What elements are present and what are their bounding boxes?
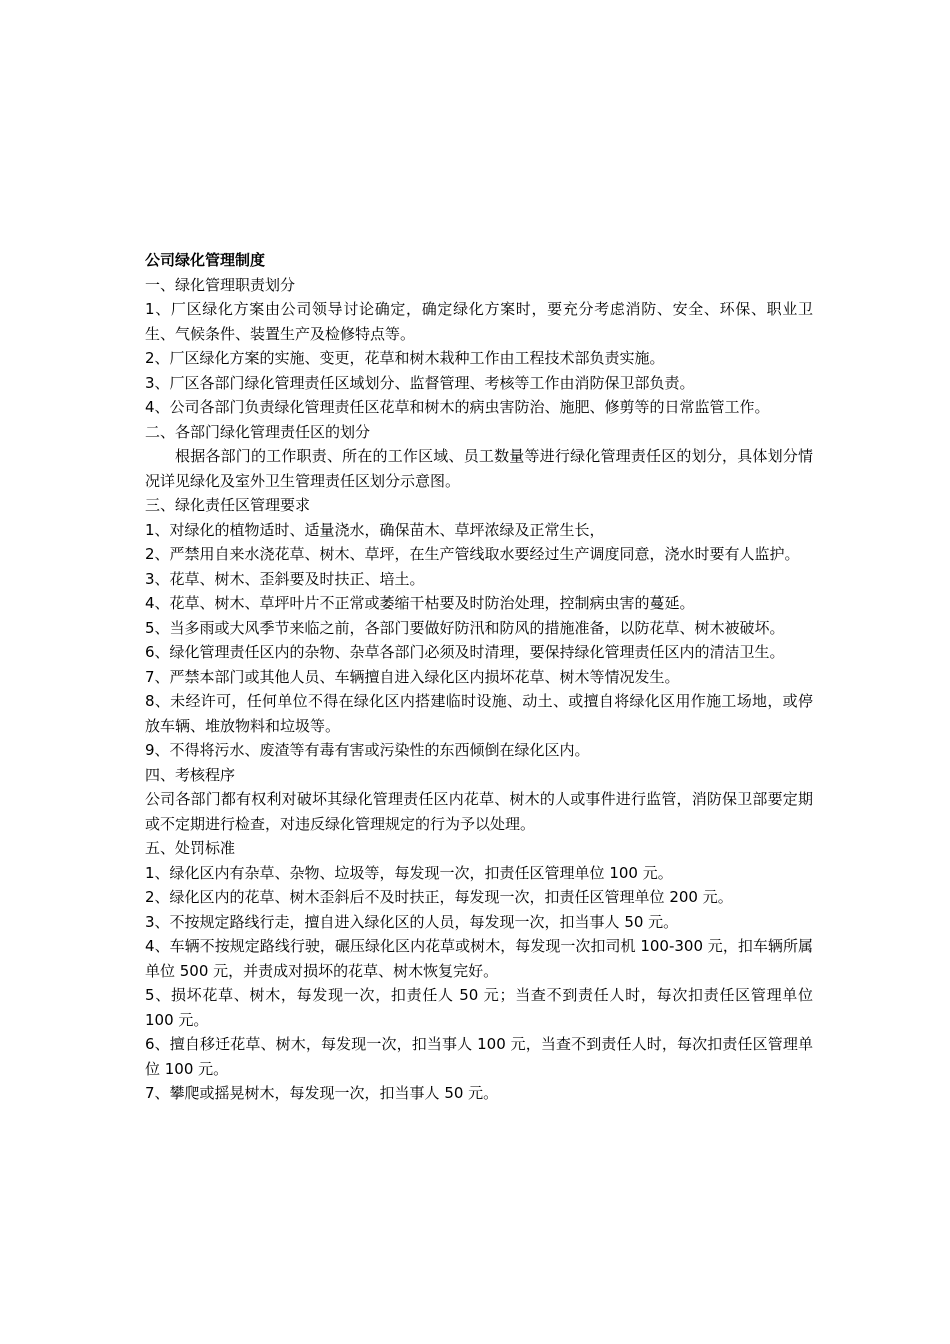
section-heading-2: 二、各部门绿化管理责任区的划分 <box>145 422 371 441</box>
section-heading-5: 五、处罚标准 <box>145 839 236 857</box>
section-heading-3: 三、绿化责任区管理要求 <box>145 496 311 514</box>
paragraph: 9、不得将污水、废渣等有毒有害或污染性的东西倾倒在绿化区内。 <box>145 741 590 759</box>
paragraph: 3、不按规定路线行走，擅自进入绿化区的人员，每发现一次，扣当事人 50 元。 <box>145 912 679 931</box>
paragraph: 3、厂区各部门绿化管理责任区域划分、监督管理、考核等工作由消防保卫部负责。 <box>145 373 695 392</box>
paragraph: 1、厂区绿化方案由公司领导讨论确定，确定绿化方案时，要充分考虑消防、安全、环保、职业卫生、气候条件、装置生产及检修特点等。 <box>145 300 813 343</box>
paragraph: 8、未经许可，任何单位不得在绿化区内搭建临时设施、动土、或擅自将绿化区用作施工场地，或停放车辆、堆放物料和垃圾等。 <box>145 692 813 735</box>
paragraph: 6、绿化管理责任区内的杂物、杂草各部门必须及时清理，要保持绿化管理责任区内的清洁卫生。 <box>145 643 785 661</box>
paragraph: 公司各部门都有权利对破坏其绿化管理责任区内花草、树木的人或事件进行监管，消防保卫部要定期或不定期进行检查，对违反绿化管理规定的行为予以处理。 <box>145 790 813 833</box>
paragraph: 根据各部门的工作职责、所在的工作区域、员工数量等进行绿化管理责任区的划分，具体划分情况详见绿化及室外卫生管理责任区划分示意图。 <box>145 447 813 490</box>
paragraph: 4、公司各部门负责绿化管理责任区花草和树木的病虫害防治、施肥、修剪等的日常监管工作。 <box>145 398 770 416</box>
paragraph: 4、花草、树木、草坪叶片不正常或萎缩干枯要及时防治处理，控制病虫害的蔓延。 <box>145 594 695 612</box>
paragraph: 4、车辆不按规定路线行驶，碾压绿化区内花草或树木，每发现一次扣司机 100-300 元，扣车辆所属单位 500 元，并责成对损坏的花草、树木恢复完好。 <box>145 937 813 980</box>
paragraph: 1、对绿化的植物适时、适量浇水，确保苗木、草坪浓绿及正常生长， <box>145 520 605 539</box>
paragraph: 7、攀爬或摇晃树木，每发现一次，扣当事人 50 元。 <box>145 1084 499 1102</box>
paragraph: 5、损坏花草、树木，每发现一次，扣责任人 50 元；当查不到责任人时，每次扣责任区管理单位 100 元。 <box>145 986 813 1029</box>
paragraph: 3、花草、树木、歪斜要及时扶正、培土。 <box>145 569 425 588</box>
paragraph: 2、厂区绿化方案的实施、变更，花草和树木栽种工作由工程技术部负责实施。 <box>145 349 665 367</box>
section-heading-4: 四、考核程序 <box>145 765 236 784</box>
document-title: 公司绿化管理制度 <box>145 251 266 269</box>
paragraph: 6、擅自移迁花草、树木，每发现一次，扣当事人 100 元，当查不到责任人时，每次扣责任区管理单位 100 元。 <box>145 1035 813 1078</box>
document-body <box>145 248 813 1106</box>
section-heading-1: 一、绿化管理职责划分 <box>145 275 296 294</box>
paragraph: 7、严禁本部门或其他人员、车辆擅自进入绿化区内损坏花草、树木等情况发生。 <box>145 667 680 686</box>
paragraph: 1、绿化区内有杂草、杂物、垃圾等，每发现一次，扣责任区管理单位 100 元。 <box>145 863 673 882</box>
paragraph: 5、当多雨或大风季节来临之前，各部门要做好防汛和防风的措施准备，以防花草、树木被破坏。 <box>145 618 785 637</box>
paragraph: 2、绿化区内的花草、树木歪斜后不及时扶正，每发现一次，扣责任区管理单位 200 元。 <box>145 888 733 906</box>
paragraph: 2、严禁用自来水浇花草、树木、草坪，在生产管线取水要经过生产调度同意，浇水时要有人监护。 <box>145 545 800 563</box>
